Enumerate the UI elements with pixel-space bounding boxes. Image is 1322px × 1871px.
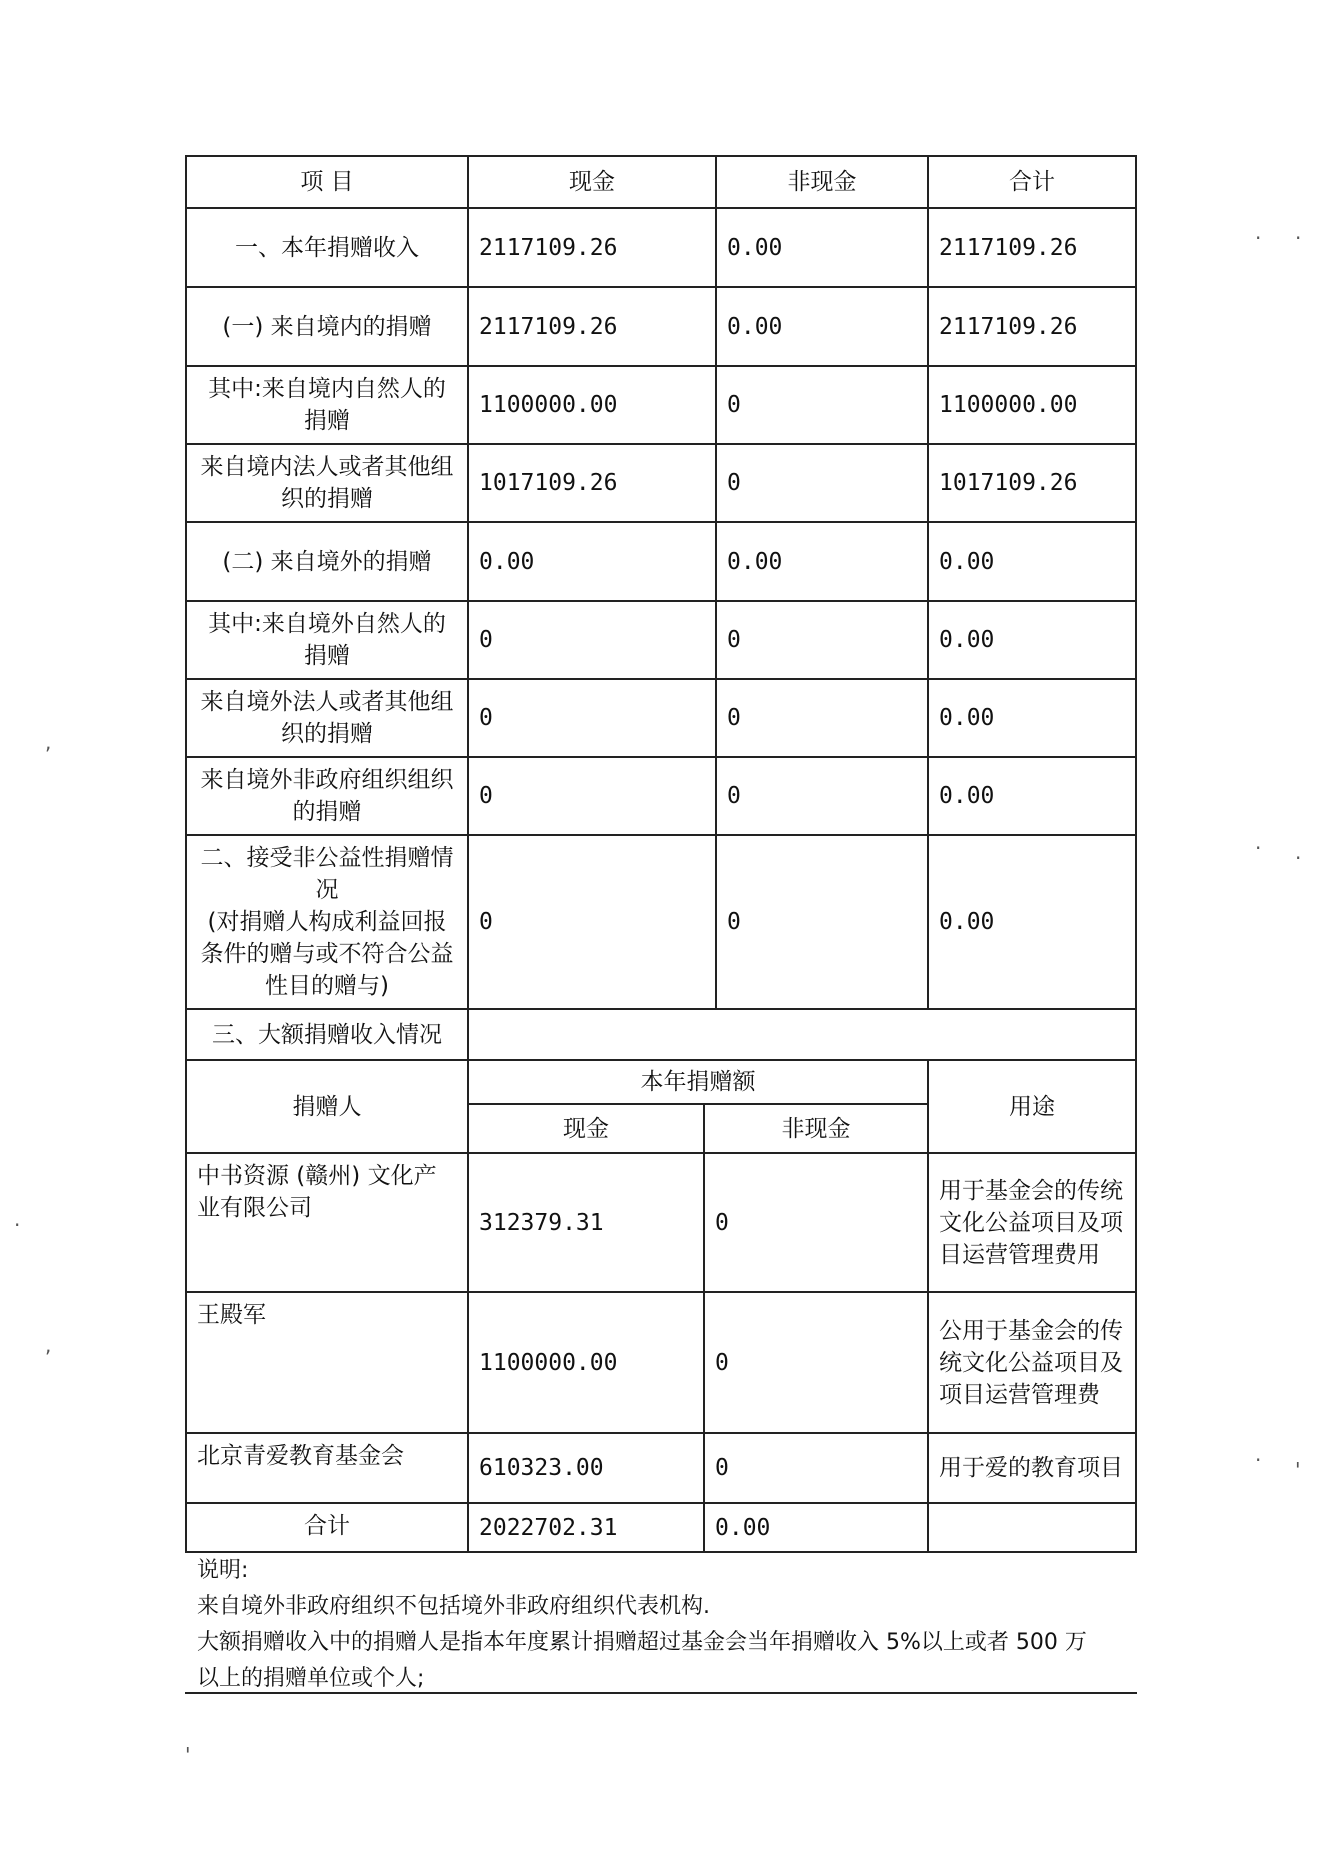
section-title-row (186, 1009, 1136, 1060)
total-row (186, 1503, 1136, 1552)
donor-noncash: 0 (704, 1433, 928, 1503)
row-total: 2117109.26 (928, 208, 1136, 287)
total-purpose (928, 1503, 1136, 1552)
header-noncash: 非现金 (716, 156, 928, 208)
row-total: 1017109.26 (928, 444, 1136, 522)
row-item: 来自境外非政府组织组织的捐赠 (186, 757, 468, 835)
donor-purpose: 用于爱的教育项目 (928, 1433, 1136, 1503)
header-cash: 现金 (468, 156, 716, 208)
scan-speck: · (1255, 226, 1262, 250)
header-noncash: 非现金 (704, 1104, 928, 1153)
row-noncash: 0 (716, 679, 928, 757)
header-annual-amount: 本年捐赠额 (468, 1060, 928, 1104)
scan-speck: , (45, 730, 52, 754)
table-row (186, 522, 1136, 601)
donor-purpose: 用于基金会的传统文化公益项目及项目运营管理费用 (928, 1153, 1136, 1292)
row-cash: 0.00 (468, 522, 716, 601)
table-row (186, 287, 1136, 366)
row-noncash: 0.00 (716, 522, 928, 601)
scan-speck: ' (185, 1743, 191, 1767)
row-item-note: (对捐赠人构成利益回报条件的赠与或不符合公益性目的赠与) (200, 909, 454, 999)
scan-speck: · (1295, 846, 1302, 870)
row-total: 2117109.26 (928, 287, 1136, 366)
header-donor: 捐赠人 (186, 1060, 468, 1153)
donor-cash: 312379.31 (468, 1153, 704, 1292)
donor-cash: 610323.00 (468, 1433, 704, 1503)
header-purpose: 用途 (928, 1060, 1136, 1153)
row-noncash: 0 (716, 601, 928, 679)
row-total: 0.00 (928, 601, 1136, 679)
row-item: 其中:来自境内自然人的捐赠 (186, 366, 468, 444)
row-noncash: 0 (716, 757, 928, 835)
row-cash: 0 (468, 679, 716, 757)
notes-line: 以上的捐赠单位或个人; (197, 1666, 425, 1691)
row-noncash: 0 (716, 366, 928, 444)
donation-income-table (185, 155, 1137, 1553)
row-cash: 0 (468, 757, 716, 835)
section-title: 三、大额捐赠收入情况 (186, 1009, 468, 1060)
table-row (186, 679, 1136, 757)
scan-speck: · (1255, 1448, 1262, 1472)
scan-speck: , (45, 1333, 52, 1357)
table-row (186, 601, 1136, 679)
donor-name: 王殿军 (186, 1292, 468, 1433)
table-row (186, 757, 1136, 835)
row-total: 0.00 (928, 679, 1136, 757)
total-cash: 2022702.31 (468, 1503, 704, 1552)
total-label: 合计 (186, 1503, 468, 1552)
row-item: (二) 来自境外的捐赠 (186, 522, 468, 601)
notes-section (197, 1553, 1137, 1697)
row-cash: 2117109.26 (468, 287, 716, 366)
scan-speck: ' (1295, 1458, 1301, 1482)
row-item: 一、本年捐赠收入 (186, 208, 468, 287)
row-item: (一) 来自境内的捐赠 (186, 287, 468, 366)
row-cash: 1100000.00 (468, 366, 716, 444)
header-item: 项 目 (186, 156, 468, 208)
donor-row (186, 1153, 1136, 1292)
table-row (186, 208, 1136, 287)
row-total: 1100000.00 (928, 366, 1136, 444)
notes-line: 来自境外非政府组织不包括境外非政府组织代表机构. (197, 1594, 710, 1619)
notes-line: 大额捐赠收入中的捐赠人是指本年度累计捐赠超过基金会当年捐赠收入 5%以上或者 500 万 (197, 1630, 1087, 1655)
row-cash: 1017109.26 (468, 444, 716, 522)
row-item (186, 835, 468, 1009)
row-cash: 0 (468, 835, 716, 1009)
table-row (186, 366, 1136, 444)
notes-title: 说明: (197, 1558, 249, 1583)
donor-purpose: 公用于基金会的传统文化公益项目及项目运营管理费 (928, 1292, 1136, 1433)
donor-noncash: 0 (704, 1292, 928, 1433)
section-title-blank (468, 1009, 1136, 1060)
scan-speck: · (1295, 226, 1302, 250)
row-item: 来自境内法人或者其他组织的捐赠 (186, 444, 468, 522)
table-row (186, 444, 1136, 522)
header-cash: 现金 (468, 1104, 704, 1153)
table-header-row (186, 156, 1136, 208)
table-row (186, 835, 1136, 1009)
row-cash: 2117109.26 (468, 208, 716, 287)
total-noncash: 0.00 (704, 1503, 928, 1552)
row-noncash: 0 (716, 835, 928, 1009)
row-item: 其中:来自境外自然人的捐赠 (186, 601, 468, 679)
donor-cash: 1100000.00 (468, 1292, 704, 1433)
scan-speck: · (1255, 836, 1262, 860)
row-item: 来自境外法人或者其他组织的捐赠 (186, 679, 468, 757)
bottom-rule (185, 1692, 1137, 1694)
row-item-title: 二、接受非公益性捐赠情况 (200, 845, 454, 903)
row-noncash: 0.00 (716, 208, 928, 287)
row-total: 0.00 (928, 522, 1136, 601)
donor-row (186, 1433, 1136, 1503)
donor-noncash: 0 (704, 1153, 928, 1292)
donor-row (186, 1292, 1136, 1433)
donor-name: 中书资源 (赣州) 文化产业有限公司 (186, 1153, 468, 1292)
row-total: 0.00 (928, 835, 1136, 1009)
row-noncash: 0 (716, 444, 928, 522)
row-total: 0.00 (928, 757, 1136, 835)
donor-name: 北京青爱教育基金会 (186, 1433, 468, 1503)
header-total: 合计 (928, 156, 1136, 208)
scan-speck: · (14, 1213, 21, 1237)
row-noncash: 0.00 (716, 287, 928, 366)
donor-header-row (186, 1060, 1136, 1104)
row-cash: 0 (468, 601, 716, 679)
